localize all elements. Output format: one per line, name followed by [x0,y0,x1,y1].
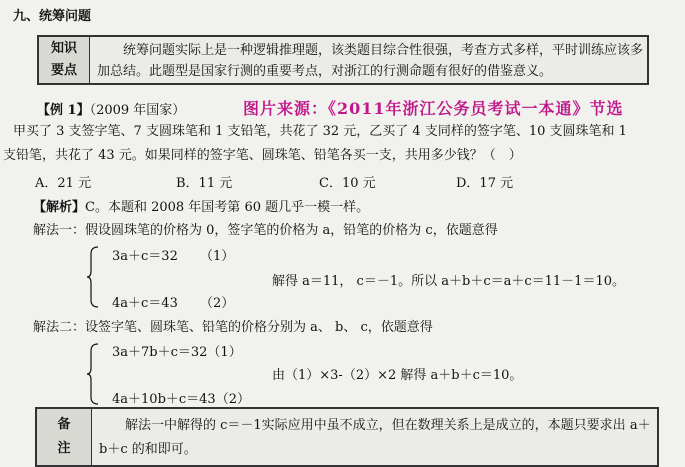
example-tag: 【例 1】 [37,103,90,118]
method1-intro: 解法一：假设圆珠笔的价格为 0，签字笔的价格为 a，铅笔的价格为 c，依题意得 [33,223,498,238]
knowledge-label-line1: 知识 [50,41,77,56]
analysis-summary-text: C。本题和 2008 年国考第 60 题几乎一模一样。 [85,200,370,215]
knowledge-text: 统筹问题实际上是一种逻辑推理题，该类题目综合性很强，考查方式多样，平时训练应该多加总结。此题型是国家行测的重要考点，对浙江的行测命题有很好的借鉴意义。 [97,43,644,79]
option-d: D．17 元 [456,176,514,191]
knowledge-label [39,37,90,83]
note-label-line2: 注 [57,441,71,456]
note-text: 解法一中解得的 c＝－1实际应用中虽不成立，但在数理关系上是成立的，本题只要求出 a＋b＋c 的和即可。 [99,418,651,457]
note-label-line1: 备 [57,417,71,432]
method2-eq1: 3a＋7b＋c＝32（1） [112,345,242,360]
question-line-1: 甲买了 3 支签字笔、7 支圆珠笔和 1 支铅笔，共花了 32 元，乙买了 4 支同样的签字笔、10 支圆珠笔和 1 [13,124,627,139]
option-b: B．11 元 [176,176,233,191]
analysis-tag: 【解析】 [33,200,86,215]
method1-eq1-number: （1） [200,249,235,264]
method2-result: 由（1）×3-（2）×2 解得 a＋b＋c＝10。 [272,368,523,383]
method2-brace [86,343,100,405]
method2-intro: 解法二：设签字笔、圆珠笔、铅笔的价格分别为 a、 b、 c，依题意得 [33,320,433,335]
method1-eq2: 4a＋c＝43 [112,296,178,311]
option-a: A．21 元 [35,176,92,191]
example-source: （2009 年国家） [89,103,186,118]
knowledge-box [37,35,649,85]
example-header [37,99,185,118]
method2-eq2: 4a＋10b＋c＝43（2） [112,392,250,407]
option-c: C．10 元 [319,176,376,191]
source-watermark: 图片来源：《2011年浙江公务员考试一本通》节选 [243,99,624,118]
method1-eq2-number: （2） [200,296,235,311]
method1-result: 解得 a＝11， c＝－1。所以 a＋b＋c＝a＋c＝11－1＝10。 [272,274,625,289]
note-label [37,409,92,465]
analysis-summary [33,198,369,218]
note-box [35,407,659,467]
method1-eq1: 3a＋c＝32 [112,249,178,264]
question-line-2: 支铅笔，共花了 43 元。如果同样的签字笔、圆珠笔、铅笔各买一支，共用多少钱？（ ） [3,148,522,163]
knowledge-label-line2: 要点 [50,63,77,78]
method1-brace [86,246,100,308]
section-title: 九、统筹问题 [13,9,92,24]
